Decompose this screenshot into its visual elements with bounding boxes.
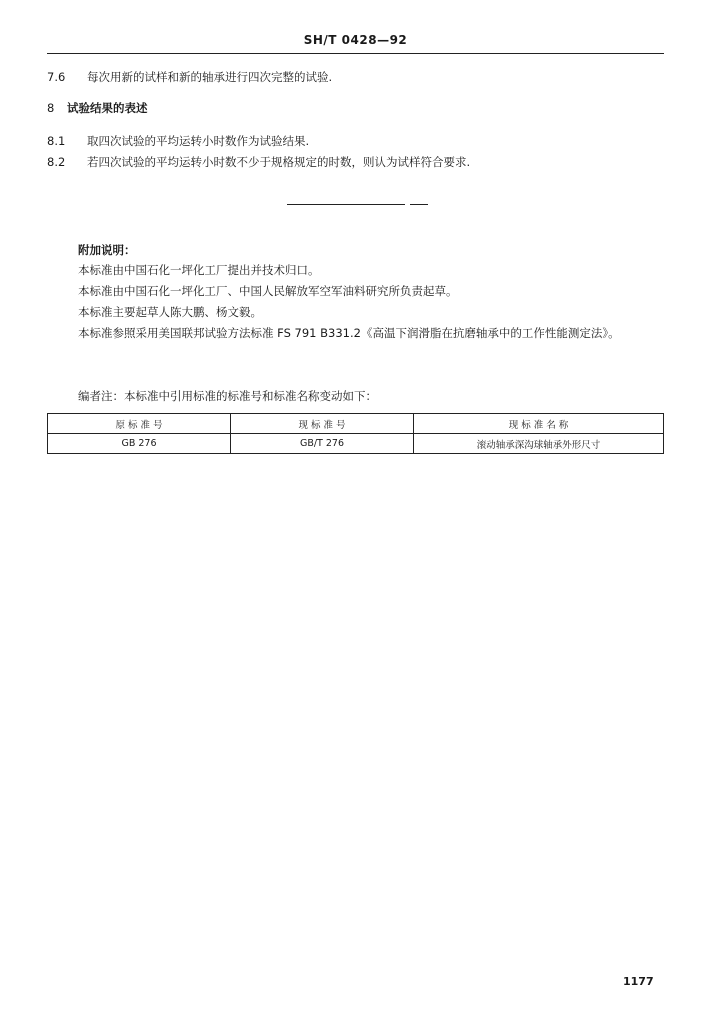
section-title-text: 试验结果的表述 bbox=[67, 101, 148, 115]
header-rule bbox=[47, 53, 664, 54]
table-cell: 滚动轴承深沟球轴承外形尺寸 bbox=[414, 434, 664, 454]
clause-number: 8.1 bbox=[47, 134, 66, 148]
section-8-title bbox=[47, 101, 148, 115]
clause-number: 8.2 bbox=[47, 155, 66, 169]
page-number: 1177 bbox=[623, 975, 654, 988]
editor-note: 编者注：本标准中引用标准的标准号和标准名称变动如下： bbox=[78, 389, 377, 403]
end-of-text-rule bbox=[287, 204, 405, 205]
table-cell: GB 276 bbox=[48, 434, 231, 454]
clause-text: 取四次试验的平均运转小时数作为试验结果. bbox=[87, 134, 310, 148]
table-header-cell: 现 标 准 号 bbox=[231, 414, 414, 434]
additional-note-line: 本标准由中国石化一坪化工厂提出并技术归口。 bbox=[78, 263, 320, 277]
clause-8-2 bbox=[47, 155, 470, 169]
standard-code: SH/T 0428—92 bbox=[303, 33, 408, 47]
additional-note-line: 本标准参照采用美国联邦试验方法标准 FS 791 B331.2《高温下润滑脂在抗磨轴承中的工作性能测定法》。 bbox=[78, 326, 620, 340]
table-header-row bbox=[48, 414, 664, 434]
additional-notes-title: 附加说明： bbox=[78, 243, 136, 257]
reference-table bbox=[47, 413, 664, 454]
page-header bbox=[47, 33, 664, 47]
clause-8-1 bbox=[47, 134, 309, 148]
end-of-text-rule-tail bbox=[410, 204, 428, 205]
table-header-cell: 现 标 准 名 称 bbox=[414, 414, 664, 434]
table-header-cell: 原 标 准 号 bbox=[48, 414, 231, 434]
additional-note-line: 本标准主要起草人陈大鹏、杨文毅。 bbox=[78, 305, 262, 319]
clause-text: 每次用新的试样和新的轴承进行四次完整的试验. bbox=[87, 70, 333, 84]
table-row bbox=[48, 434, 664, 454]
clause-text: 若四次试验的平均运转小时数不少于规格规定的时数，则认为试样符合要求. bbox=[87, 155, 471, 169]
additional-note-line: 本标准由中国石化一坪化工厂、中国人民解放军空军油料研究所负责起草。 bbox=[78, 284, 458, 298]
clause-number: 7.6 bbox=[47, 70, 66, 84]
section-number: 8 bbox=[47, 101, 55, 115]
table-cell: GB/T 276 bbox=[231, 434, 414, 454]
clause-7-6 bbox=[47, 70, 332, 84]
